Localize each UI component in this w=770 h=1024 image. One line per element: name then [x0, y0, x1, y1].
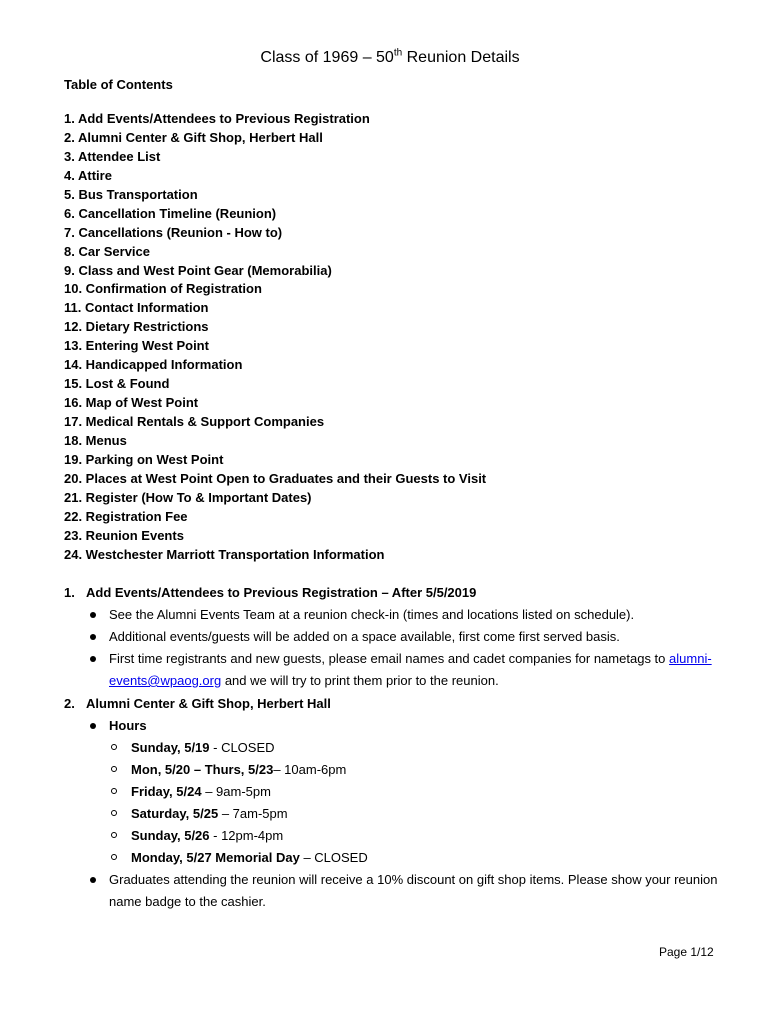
hours-time: - 12pm-4pm	[209, 828, 284, 843]
table-of-contents	[64, 110, 486, 565]
hours-day: Sunday, 5/26	[131, 828, 210, 843]
hours-item	[64, 803, 744, 825]
bullet-list	[64, 869, 744, 913]
title-end: Reunion Details	[402, 49, 520, 66]
toc-item: 15. Lost & Found	[64, 376, 170, 392]
toc-item: 24. Westchester Marriott Transportation Information	[64, 546, 385, 562]
page-title	[0, 48, 770, 68]
bullet-item: See the Alumni Events Team at a reunion check-in (times and locations listed on schedule).	[64, 604, 744, 626]
toc-item: 16. Map of West Point	[64, 395, 199, 411]
toc-item: 3. Attendee List	[64, 148, 161, 164]
hours-item	[64, 759, 744, 781]
hours-day: Mon, 5/20 – Thurs, 5/23	[131, 762, 274, 777]
hours-item	[64, 737, 744, 759]
section-heading	[64, 582, 744, 604]
section-heading-text: Add Events/Attendees to Previous Registration – After 5/5/2019	[86, 585, 477, 600]
bullet-item	[64, 648, 744, 692]
email-link[interactable]: alumni-events@wpaog.org	[109, 651, 712, 688]
toc-item: 13. Entering West Point	[64, 338, 209, 354]
toc-item: 18. Menus	[64, 432, 127, 448]
hours-item	[64, 781, 744, 803]
toc-item: 11. Contact Information	[64, 300, 209, 316]
toc-heading: Table of Contents	[64, 77, 173, 92]
toc-item: 9. Class and West Point Gear (Memorabilia)	[64, 262, 332, 278]
bullet-list	[64, 604, 744, 692]
hours-label: Hours	[64, 715, 744, 737]
toc-item: 4. Attire	[64, 167, 112, 183]
toc-item: 21. Register (How To & Important Dates)	[64, 489, 312, 505]
title-main: Class of 1969 – 50	[260, 49, 394, 66]
hours-item	[64, 847, 744, 869]
hours-day: Monday, 5/27 Memorial Day	[131, 850, 300, 865]
toc-item: 12. Dietary Restrictions	[64, 319, 209, 335]
hours-time: – CLOSED	[299, 850, 368, 865]
hours-time: - CLOSED	[209, 740, 275, 755]
hours-day: Friday, 5/24	[131, 784, 202, 799]
hours-time: – 9am-5pm	[201, 784, 271, 799]
bullet-item: Graduates attending the reunion will receive a 10% discount on gift shop items. Please show your reunion name badge to the cashier.	[64, 869, 744, 913]
hours-list	[64, 715, 744, 869]
toc-item: 23. Reunion Events	[64, 527, 184, 543]
toc-item: 8. Car Service	[64, 243, 151, 259]
toc-item: 14. Handicapped Information	[64, 357, 243, 373]
hours-day: Sunday, 5/19	[131, 740, 210, 755]
section-number: 2.	[64, 696, 75, 711]
section-heading-text: Alumni Center & Gift Shop, Herbert Hall	[86, 696, 331, 711]
hours-time: – 10am-6pm	[273, 762, 347, 777]
title-superscript: th	[393, 47, 403, 59]
hours-time: – 7am-5pm	[218, 806, 288, 821]
hours-day: Saturday, 5/25	[131, 806, 219, 821]
toc-item: 19. Parking on West Point	[64, 451, 224, 467]
toc-item: 2. Alumni Center & Gift Shop, Herbert Hall	[64, 129, 323, 145]
bullet-text: First time registrants and new guests, please email names and cadet companies for nametags to	[109, 651, 666, 666]
toc-item: 22. Registration Fee	[64, 508, 188, 524]
toc-item: 20. Places at West Point Open to Graduates and their Guests to Visit	[64, 470, 487, 486]
page-number: Page 1/12	[659, 945, 714, 959]
bullet-text: and we will try to print them prior to the reunion.	[221, 673, 499, 688]
section-alumni-center	[64, 693, 744, 913]
toc-item: 1. Add Events/Attendees to Previous Registration	[64, 111, 370, 126]
section-add-events	[64, 582, 744, 692]
toc-item: 17. Medical Rentals & Support Companies	[64, 414, 325, 429]
toc-item: 6. Cancellation Timeline (Reunion)	[64, 205, 277, 221]
section-heading	[64, 693, 744, 715]
hours-item	[64, 825, 744, 847]
toc-item: 10. Confirmation of Registration	[64, 281, 262, 297]
toc-item: 7. Cancellations (Reunion - How to)	[64, 224, 283, 240]
bullet-item: Additional events/guests will be added on a space available, first come first served basis.	[64, 626, 744, 648]
toc-item: 5. Bus Transportation	[64, 186, 198, 202]
section-number: 1.	[64, 585, 75, 600]
